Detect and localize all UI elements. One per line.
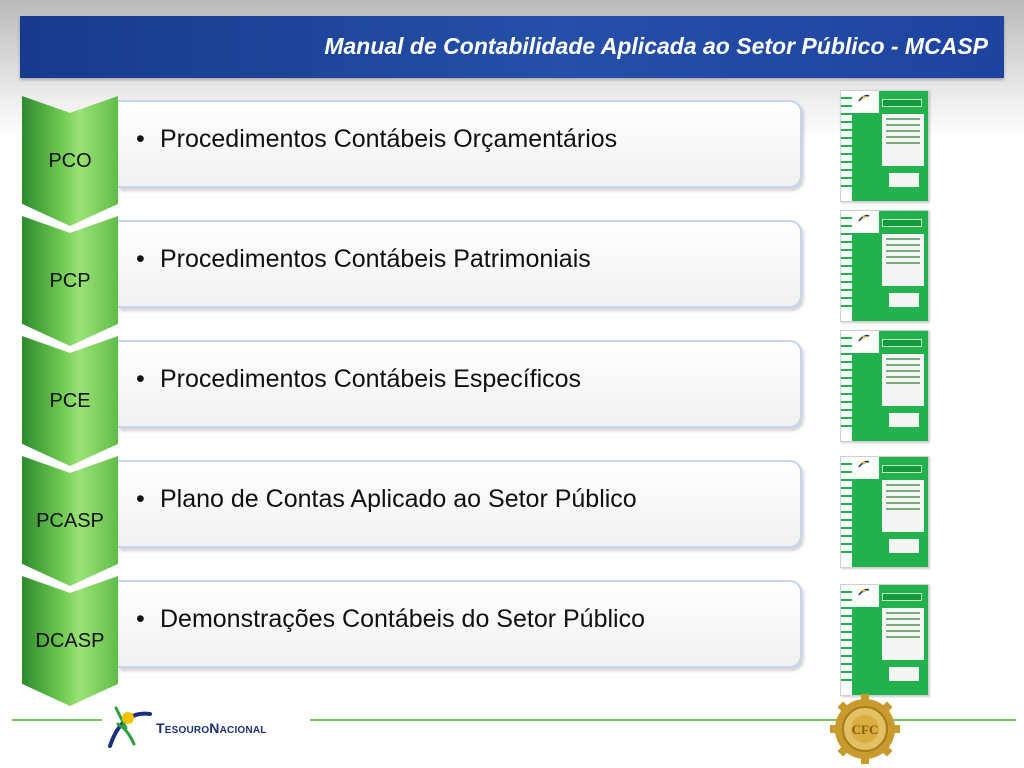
section-panel xyxy=(118,220,802,308)
tesouro-nacional-logo-icon xyxy=(858,460,870,468)
bullet-icon: • xyxy=(136,365,145,393)
bullet-icon: • xyxy=(136,245,145,273)
manual-cover-image xyxy=(840,210,929,322)
section-text: Procedimentos Contábeis Orçamentários xyxy=(160,125,618,153)
section-item xyxy=(136,485,637,514)
manual-cover-image xyxy=(840,456,929,568)
manual-cover-image xyxy=(840,330,929,442)
section-text: Demonstrações Contábeis do Setor Público xyxy=(160,605,645,633)
tesouro-nacional-logo xyxy=(102,698,310,754)
section-code: PCP xyxy=(49,270,91,292)
tesouro-nacional-logo-icon xyxy=(104,700,156,752)
section-panel xyxy=(118,340,802,428)
section-row-dcasp xyxy=(0,576,1024,706)
section-code: DCASP xyxy=(35,630,105,652)
seal-text: CFC xyxy=(851,722,879,737)
bullet-icon: • xyxy=(136,605,145,633)
logo-text: TesouroNacional xyxy=(156,720,267,736)
page-title: Manual de Contabilidade Aplicada ao Setor Público - MCASP xyxy=(324,33,988,59)
section-code: PCE xyxy=(49,390,91,412)
section-text: Procedimentos Contábeis Específicos xyxy=(160,365,582,393)
title-bar xyxy=(20,16,1004,78)
tesouro-nacional-logo-icon xyxy=(858,94,870,102)
section-item xyxy=(136,125,617,154)
section-item xyxy=(136,365,581,394)
section-text: Plano de Contas Aplicado ao Setor Público xyxy=(160,485,637,513)
bullet-icon: • xyxy=(136,125,145,153)
bullet-icon: • xyxy=(136,485,145,513)
section-item xyxy=(136,605,645,634)
section-panel xyxy=(118,460,802,548)
section-row-pce xyxy=(0,336,1024,466)
cfc-seal-icon xyxy=(830,694,900,764)
manual-cover-image xyxy=(840,90,929,202)
tesouro-nacional-logo-icon xyxy=(858,588,870,596)
section-text: Procedimentos Contábeis Patrimoniais xyxy=(160,245,591,273)
section-panel xyxy=(118,100,802,188)
section-code: PCASP xyxy=(36,510,104,532)
section-row-pco xyxy=(0,96,1024,226)
section-code: PCO xyxy=(48,150,92,172)
tesouro-nacional-logo-icon xyxy=(858,214,870,222)
section-panel xyxy=(118,580,802,668)
manual-cover-image xyxy=(840,584,929,696)
section-row-pcasp xyxy=(0,456,1024,586)
tesouro-nacional-logo-icon xyxy=(858,334,870,342)
section-row-pcp xyxy=(0,216,1024,346)
section-item xyxy=(136,245,591,274)
